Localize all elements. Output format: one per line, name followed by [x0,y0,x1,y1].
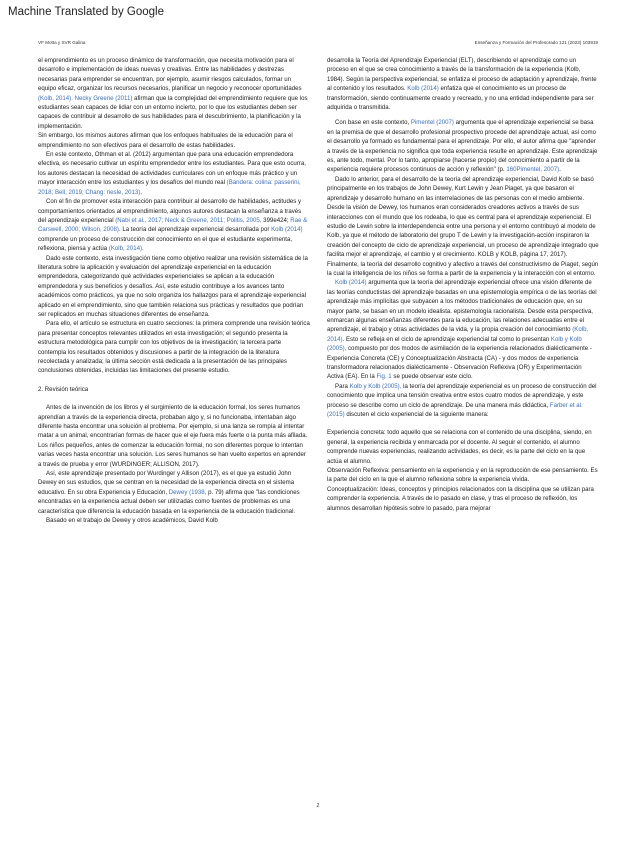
running-header-authors: VF Motta y SVR Galina [38,40,86,45]
quote-paragraph: Observación Reflexiva: pensamiento en la experiencia y en la reproducción de ese pensamiento. Es la parte del ciclo en la que el alumno reflexiona sobre la experiencia vivida. [327,467,598,484]
citation-link[interactable]: Kolb (2014) [407,85,439,93]
text-run: enfatiza que el conocimiento es un proceso de transformación, siendo continuamente creado y recreado, y no una entidad independiente para ser adquirida o transmitida. [327,85,594,112]
text-run: . Esto se refleja en el ciclo de aprendizaje experiencial tal como lo presentan [342,335,551,343]
text-run: Con base en este contexto, [335,119,411,127]
text-run: . [140,188,143,196]
paragraph [38,150,310,197]
citation-link[interactable]: (Kolb, 2014) [108,245,143,253]
paragraph: Antes de la invención de los libros y el surgimiento de la educación formal, los seres humanos aprendían a través de la experiencia directa, probaban algo y, si no funcionaba, intentaban algo diferente hasta encontrar una solución al problema. Por ejemplo, si una lanza se rompía al intentar matar a un animal, encontrarían formas de hacer que el eje fuera más fuerte o la punta más afilada. Los niños pequeños, antes de comenzar la educación formal, no son diferentes porque lo intentan varias veces hasta encontrar una solución. Los seres humanos se han vuelto expertos en aprender a través de prueba y error (WURDINGER; ALLISON, 2017). [38,404,308,468]
text-run: p. 79) afirma que "las condiciones encontradas en la experiencia actual deben ser utilizadas como fuentes de problemas es una característica que diferencia la educación basada en la experiencia de la educación tradicional. [38,488,300,515]
citation-link[interactable]: Kolb y Kolb (2005), [327,335,582,353]
text-run: En este contexto, Othman et al. (2012) argumentan que para una educación emprendedora efectiva, es necesario cultivar un espíritu emprendedor entre los estudiantes. Para que esto ocurra, los autores destacan la necesidad de actividades curriculares con un enfoque más práctico y un mayor interacción entre los estudiantes y los desafíos del mundo real [38,151,306,187]
text-run: . [559,166,561,174]
paragraph: Para ello, el artículo se estructura en cuatro secciones: la primera comprende una revisión teórica para presentar conceptos relevantes utilizados en esta investigación; el segundo presenta la estructura metodológica para cumplir con los objetivos de la investigación; la tercera parte contempla los resultados obtenidos y discusiones a partir de la integración de la literatura recolectada y analizada; la última sección está dedicada a la presentación de las principales conclusiones obtenidas, incluidas las limitaciones del presente estudio. [38,320,310,375]
paragraph: Dado este contexto, esta investigación tiene como objetivo realizar una revisión sistemática de la literatura sobre la aplicación y evaluación del aprendizaje experiencial en la educación emprendedora, categorizando qué actividades experienciales se aplican a la educación emprendedora y sus beneficios y desafíos. Así, este estudio contribuye a los avances tanto académicos como prácticos, ya que no solo organiza los hallazgos para el aprendizaje experiencial aplicado en el emprendimiento, sino que también relaciona sus prácticas y resultados que podrían ser replicados en muchas situaciones diferentes de enseñanza. [38,254,308,318]
citation-link[interactable]: Rae & Carswell, 2000; Wilson, 2008) [38,216,308,234]
paragraph [327,118,599,174]
paragraph [327,56,599,112]
paragraph [327,382,599,420]
text-run: argumenta que el aprendizaje experiencial se basa en la premisa de que el desarrollo profesional prospectivo procede del aprendizaje actual, así como el desarrollo ya formado es fundamental para el aprendizaje. Por ello, el autor afirma que "aprender a través de la experiencia no significa que toda experiencia resulte en aprendizaje. Este aprendizaje es, ante todo, mental. Por lo tanto, apropiarse (hacerse propio) del conocimiento a partir de la experiencia requiere procesos continuos de acción y reflexión" (p. [327,119,598,174]
machine-translation-banner: Machine Translated by Google [8,6,164,18]
citation-link[interactable]: (Nabi et al., 2017; Neck & Greene, 2011; Politis, 2005, [115,216,262,224]
text-run: Para [335,382,350,390]
paragraph: Dado lo anterior, para el desarrollo de la teoría del aprendizaje experiencial, David Kolb se basó principalmente en los trabajos de John Dewey, Kurt Lewin y Jean Piaget, ya que basaron el aprendizaje y desarrollo humano en las interrelaciones de las personas con el medio ambiente. Desde la visión de Dewey, los humanos eran considerados creadores activos a través de sus interacciones con el mundo que los rodeaba, lo que es central para el aprendizaje experiencial. El estudio de Lewin sobre la interdependencia entre una persona y el entorno contribuyó al modelo de Kolb, ya que el método de laboratorio del grupo T de Lewin y la investigación-acción inspiraron la creación del concepto de ciclo de aprendizaje experiencial, un proceso de aprendizaje integrado que facilita mejor el aprendizaje, el cambio y el crecimiento. KOLB y KOLB, página 17, 2017). Finalmente, la teoría del desarrollo cognitivo y afectivo a través del constructivismo de Piaget, según la cual la inteligencia de los niños se forma a partir de la experiencia y la interacción con el entorno. [327,175,599,277]
citation-link[interactable]: (Kolb, 2014) [327,326,589,343]
text-run: comprende un proceso de construcción del conocimiento en el que el estudiante experimenta, reflexiona, piensa y actúa [38,235,293,253]
section-heading: 2. Revisión teórica [38,385,89,393]
citation-link[interactable]: Farber et al. (2015) [327,401,583,419]
citation-link[interactable]: Dewey (1938, [168,488,207,496]
figure-link[interactable]: Fig. 1 [376,373,392,381]
quote-paragraph: Experiencia concreta: todo aquello que se relaciona con el contenido de una disciplina, siendo, en general, la experiencia recibida y enmarcada por el docente. Al seguir el contenido, el alumno comprende nuevas experiencias, realizando actividades, es decir, es la parte del ciclo en la que actúa el alumno. [327,429,592,465]
quote-paragraph: Conceptualización: Ideas, conceptos y principios relacionados con la disciplina que se utilizan para comprender la experiencia. A través de lo pasado en clase, y tras el proceso de reflexión, los alumnos desarrollan hipótesis sobre lo pasado, para mejorar [327,485,594,512]
paragraph [38,56,310,131]
paragraph [38,197,310,253]
text-run: Con el fin de promover esta interacción para contribuir al desarrollo de habilidades, actitudes y comportamientos orientados al emprendimiento, algunos autores destacan la enseñanza a través del aprendizaje experiencial [38,198,302,224]
citation-link[interactable]: 160Pimentel, 2007) [506,166,560,174]
left-column [38,56,310,526]
text-run: . [142,245,144,253]
paragraph: Sin embargo, los mismos autores afirman que los enfoques habituales de la educación para el emprendimiento no son efectivos para el desarrollo de estas habilidades. [38,132,293,149]
citation-link[interactable]: Kolb (2014) [271,226,303,234]
text-run: Así, este aprendizaje presentado por Wurdinger y Allison (2017), es el que ya estudió John Dewey en sus estudios, que se centran en la necesidad de la experiencia directa en el sistema educativo. En su obra Experiencia y Educación, [38,470,295,496]
text-run: argumenta que la teoría del aprendizaje experiencial ofrece una visión diferente de las teorías conductistas del aprendizaje basadas en una epistemología empírica o de las teorías del aprendizaje más implícitas que subyacen a los métodos tradicionales de educación que, en su mayor parte, se basan en un modelo idealista. epistemología racionalista. Desde esta perspectiva, enmarcan algunas enseñanzas diferentes para la educación, las relaciones adecuadas entre el aprendizaje, el trabajo y otras actividades de la vida, y la propia creación del conocimiento [327,279,597,334]
citation-link[interactable]: (Kolb, 2014). Necky Greene (2011) [38,94,133,102]
citation-link[interactable]: Kolb (2014) [335,279,367,287]
page-number: 2 [316,803,320,809]
citation-link[interactable]: Pimentel (2007) [410,119,454,127]
citation-link[interactable]: (Bandera: colina: passerini, 2018; Bell, 2019; Chang: riesle, 2013) [38,179,301,196]
text-run: 399e424; [261,216,291,224]
text-run: . La teoría del aprendizaje experiencial desarrollada por [118,226,272,234]
paragraph: Basado en el trabajo de Dewey y otros académicos, David Kolb [46,517,218,525]
paragraph [327,278,599,381]
right-column [327,56,599,513]
running-header-journal: Enseñanza y Formación del Profesorado 121 (2023) 103919 [474,40,598,45]
citation-link[interactable]: Kolb y Kolb (2005), [349,382,402,390]
text-run: la teoría del aprendizaje experiencial es un proceso de construcción del conocimiento que implica una tensión creativa entre estos cuatro modos de aprendizaje, y este proceso se describe como un ciclo de aprendizaje. De una manera más didáctica, [327,382,597,409]
text-run: discuten el ciclo experiencial de la siguiente manera: [344,411,489,419]
text-run: se puede observar este ciclo. [391,373,473,381]
text-run: afirman que la complejidad del emprendimiento requiere que los estudiantes sean capaces de lidiar con un entorno incierto, por lo que los estudiantes deben ser capaces de contribuir al desarrollo de sus habilidades para el descubrimiento, la planificación y la implementación. [38,94,308,130]
paragraph [38,469,310,516]
text-run: el emprendimiento es un proceso dinámico de transformación, que necesita motivación para el desarrollo e implementación de ideas nuevas y creativas. Entre las habilidades y destrezas necesarias para emprender se encuentran, por ejemplo, asumir riesgos calculados, formar un equipo eficaz, organizar los recursos necesarios, planificar un negocio y reconocer oportunidades [38,57,302,93]
block-quote [327,428,599,513]
text-run: desarrolla la Teoría del Aprendizaje Experiencial (ELT), describiendo el aprendizaje como un proceso en el que se crea conocimiento a través de la transformación de la experiencia (Kolb, 1984). Según la perspectiva experiencial, se enfatiza el proceso de adaptación y aprendizaje, frente al contenido y los resultados. [327,57,597,93]
text-run: compuesto por dos modos de asimilación de la experiencia relacionados dialécticamente - Experiencia Concreta (CE) y Conceptualización Abstracta (CA) - y dos modos de experiencia transformadora relacionados dialécticamente - Observación Reflexiva (OR) y Experimentación Activa (EA). En la [327,345,592,381]
